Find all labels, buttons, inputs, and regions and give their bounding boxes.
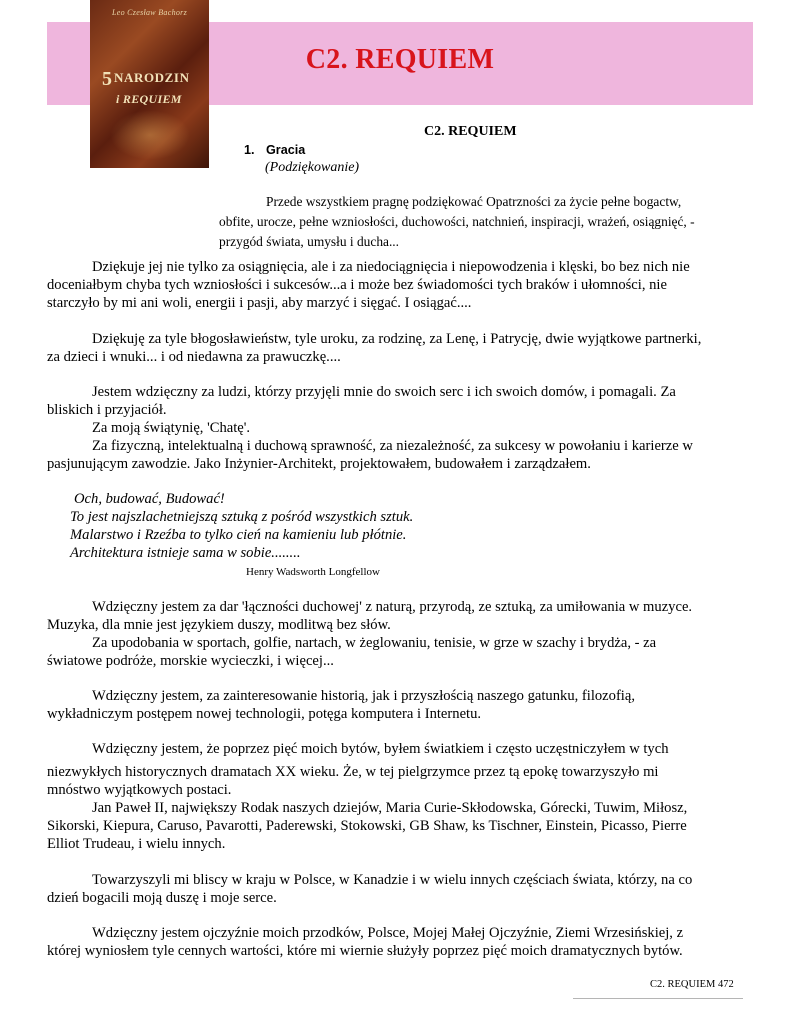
cover-number: 5 <box>102 68 112 90</box>
section-subtitle: (Podziękowanie) <box>265 160 360 175</box>
body-line: Sikorski, Kiepura, Caruso, Pavarotti, Paderewski, Stokowski, GB Shaw, ks Tischner, Einstein, Picasso, Pierre <box>47 818 687 834</box>
intro-line: Przede wszystkiem pragnę podziękować Opatrzności za życie pełne bogactw, <box>266 194 682 209</box>
cover-glow <box>110 110 190 160</box>
book-cover-image <box>90 0 209 168</box>
page-title: C2. REQUIEM <box>305 44 495 75</box>
cover-author: Leo Czesław Bachorz <box>111 8 188 17</box>
body-line: bliskich i przyjaciół. <box>47 402 167 418</box>
body-line: dzień bogacili moją duszę i moje serce. <box>47 890 277 906</box>
body-line: Muzyka, dla mnie jest językiem duszy, modlitwą bez słów. <box>47 617 391 633</box>
footer-rule <box>573 998 743 999</box>
poem-author: Henry Wadsworth Longfellow <box>246 566 380 578</box>
body-line: Wdzięczny jestem za dar 'łączności duchowej' z naturą, przyrodą, ze sztuką, za umiłowania w muzyce. <box>92 599 693 615</box>
poem-line: Architektura istnieje sama w sobie........ <box>70 545 301 561</box>
body-line: mnóstwo wyjątkowych postaci. <box>47 782 232 798</box>
subheading: C2. REQUIEM <box>424 124 517 139</box>
cover-title-line1: NARODZIN <box>114 70 190 85</box>
body-line: Elliot Trudeau, i wielu innych. <box>47 836 226 852</box>
body-line: starczyło by mi ani woli, energii i pasji, aby marzyć i sięgać. I osiągać.... <box>47 295 472 311</box>
body-line: Wdzięczny jestem, że poprzez pięć moich bytów, byłem światkiem i często uczęstniczyłem w tych <box>92 741 669 757</box>
body-line: Jan Paweł II, największy Rodak naszych dziejów, Maria Curie-Skłodowska, Górecki, Tuwim, Miłosz, <box>92 800 688 816</box>
body-line: doceniałbym chyba tych wzniosłości i sukcesów...a i może bez świadomości tych braków i ułomności, nie <box>47 277 667 293</box>
body-line: pasjunującym zawodzie. Jako Inżynier-Architekt, projektowałem, budowałem i zarządzałem. <box>47 456 591 472</box>
body-line: Za fizyczną, intelektualną i duchową sprawność, za niezależność, za sukcesy w powołaniu i karierze w <box>92 438 693 454</box>
body-line: światowe podróże, morskie wycieczki, i więcej... <box>47 653 334 669</box>
intro-line: przygód świata, umysłu i ducha... <box>219 234 399 249</box>
body-line: której wyniosłem tyle cennych wartości, które mi wiernie służyły poprzez pięć moich dramatycznych bytów. <box>47 943 683 959</box>
body-line: Za upodobania w sportach, golfie, nartach, w żeglowaniu, tenisie, w grze w szachy i brydża, - za <box>92 635 657 651</box>
poem-line: Malarstwo i Rzeźba to tylko cień na kamieniu lub płótnie. <box>70 527 407 543</box>
body-line: Wdzięczny jestem ojczyźnie moich przodków, Polsce, Mojej Małej Ojczyźnie, Ziemi Wrzesińskiej, z <box>92 925 684 941</box>
section-number: 1. <box>244 143 255 157</box>
cover-title-line2: i REQUIEM <box>116 92 182 106</box>
body-line: Dziękuję za tyle błogosławieństw, tyle uroku, za rodzinę, za Lenę, i Patrycję, dwie wyjątkowe partnerki, <box>92 331 702 347</box>
body-line: Dziękuje jej nie tylko za osiągnięcia, ale i za niedociągnięcia i niepowodzenia i klęski, bo bez nich nie <box>92 259 690 275</box>
page-footer: C2. REQUIEM 472 <box>650 979 734 990</box>
body-line: za dzieci i wnuki... i od niedawna za prawuczkę.... <box>47 349 341 365</box>
body-line: Za moją świątynię, 'Chatę'. <box>92 420 251 436</box>
section-title: Gracia <box>266 143 306 157</box>
poem-line: To jest najszlachetniejszą sztuką z pośród wszystkich sztuk. <box>70 509 414 525</box>
body-line: wykładniczym postępem nowej technologii, potęga komputera i Internetu. <box>47 706 482 722</box>
body-line: niezwykłych historycznych dramatach XX wieku. Że, w tej pielgrzymce przez tą epokę towarzyszyło mi <box>47 764 659 780</box>
intro-line: obfite, urocze, pełne wzniosłości, duchowości, natchnień, inspiracji, wrażeń, osiągnięć, - <box>219 214 695 229</box>
body-line: Towarzyszyli mi bliscy w kraju w Polsce, w Kanadzie i w wielu innych częściach świata, którzy, na co <box>92 872 693 888</box>
body-line: Jestem wdzięczny za ludzi, którzy przyjęli mnie do swoich serc i ich swoich domów, i pomagali. Za <box>92 384 676 400</box>
body-line: Wdzięczny jestem, za zainteresowanie historią, jak i przyszłością naszego gatunku, filozofią, <box>92 688 635 704</box>
poem-line: Och, budować, Budować! <box>74 491 225 507</box>
